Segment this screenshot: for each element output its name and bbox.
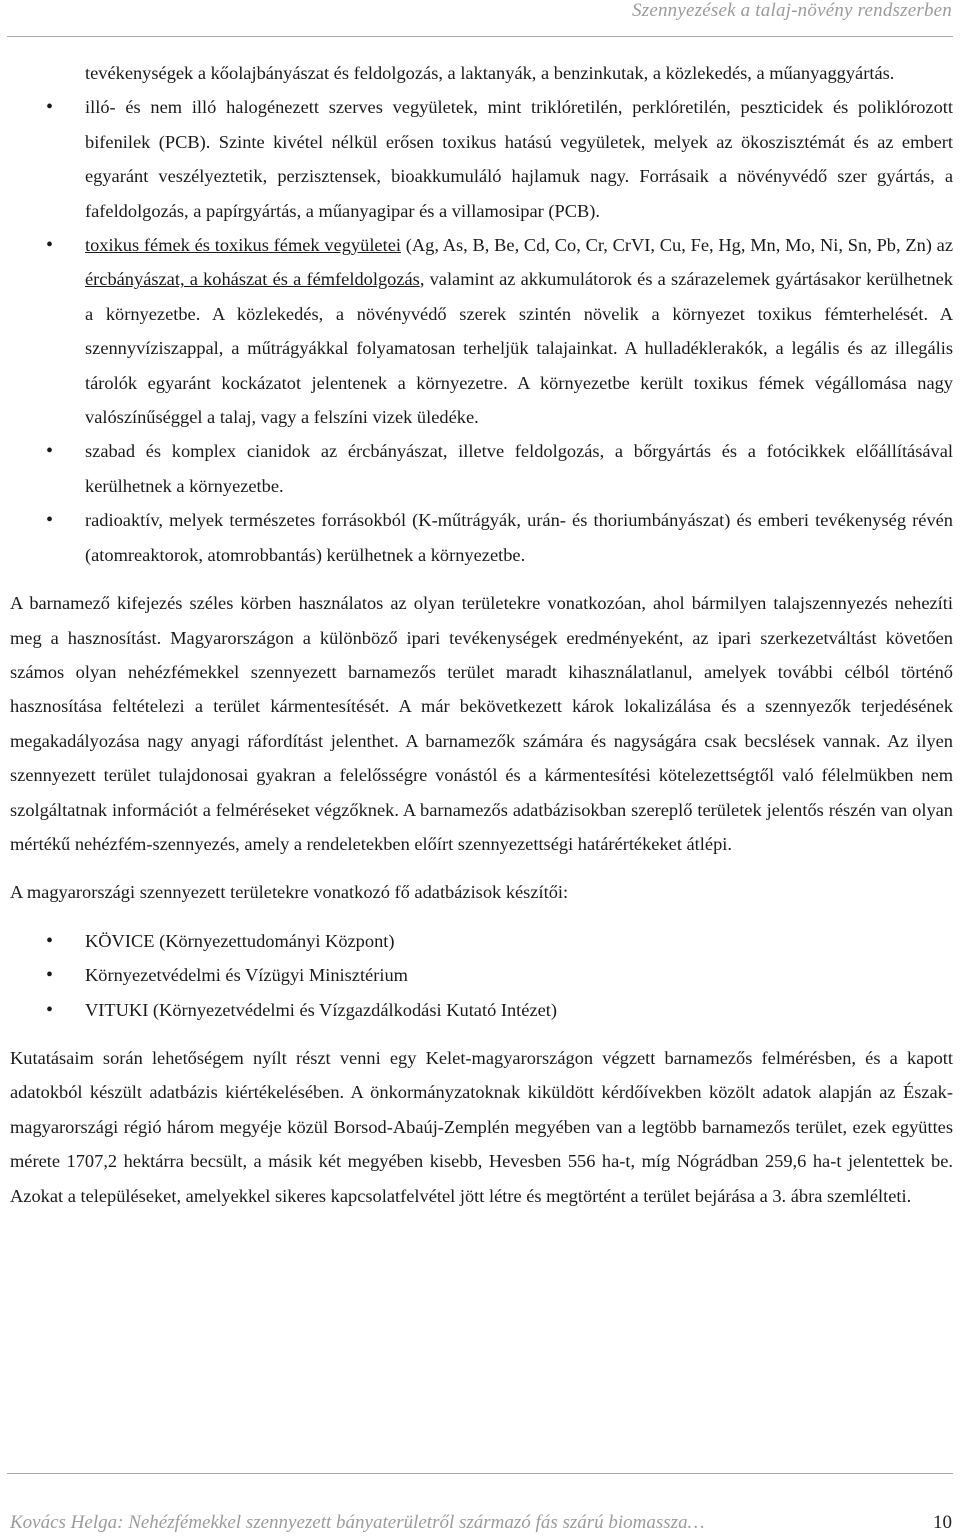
running-header: Szennyezések a talaj-növény rendszerben [632, 0, 952, 21]
pollutant-list [10, 56, 953, 572]
list-item [10, 228, 953, 434]
list-item: • illó- és nem illó halogénezett szerves vegyületek, mint triklóretilén, perklóretilén, peszticidek és poliklórozott bifenilek (PCB). Szinte kivétel nélkül erősen toxikus hatású vegyületek, melyek az ökoszisztémát és az embert egyaránt veszélyeztetik, perzisztensek, bioakkumuláló hajlamuk nagy. Forrásaik a növényvédő szer gyártás, a fafeldolgozás, a papírgyártás, a műanyagipar és a villamosipar (PCB). [10, 90, 953, 228]
underlined-term: toxikus fémek és toxikus fémek vegyületei [85, 235, 401, 256]
list-item-text: , valamint az akkumulátorok és a szárazelemek gyártásakor kerülhetnek a környezetbe. A közlekedés, a növényvédő szerek szintén növelik a környezet toxikus fémterhelését. A szennyvíziszappal, a műtrágyákkal folyamatosan terheljük talajainkat. A hulladéklerakók, a legális és az illegális tárolók egyaránt kockázatot jelentenek a környezetre. A környezetbe került toxikus fémek végállomása nagy valószínűséggel a talaj, vagy a felszíni vizek üledéke. [85, 269, 953, 428]
list-item: • Környezetvédelmi és Vízügyi Minisztérium [10, 958, 953, 992]
page-number: 10 [933, 1512, 952, 1533]
underlined-term: ércbányászat, a kohászat és a fémfeldolgozás [85, 269, 420, 290]
list-item: • KÖVICE (Környezettudományi Központ) [10, 924, 953, 958]
list-item: • radioaktív, melyek természetes forrásokból (K-műtrágyák, urán- és thoriumbányászat) és emberi tevékenység révén (atomreaktorok, atomrobbantás) kerülhetnek a környezetbe. [10, 503, 953, 572]
paragraph-research: Kutatásaim során lehetőségem nyílt részt venni egy Kelet-magyarországon végzett barnamezős felmérésben, és a kapott adatokból készült adatbázis kiértékelésében. A önkormányzatoknak kiküldött kérdőívekben közölt adatok alapján az Észak-magyarországi régió három megyéje közül Borsod-Abaúj-Zemplén megyében van a legtöbb barnamezős terület, ezek együttes mérete 1707,2 hektárra becsült, a másik két megyében kisebb, Hevesben 556 ha-t, míg Nógrádban 259,6 ha-t jelentettek be. Azokat a településeket, amelyekkel sikeres kapcsolatfelvétel jött létre és megtörtént a terület bejárása a 3. ábra szemlélteti. [10, 1047, 953, 1206]
list-item: • szabad és komplex cianidok az ércbányászat, illetve feldolgozás, a bőrgyártás és a fotócikkek előállításával kerülhetnek a környezetbe. [10, 434, 953, 503]
running-footer: Kovács Helga: Nehézfémekkel szennyezett bányaterületről származó fás szárú biomassza… [10, 1512, 705, 1533]
list-item: tevékenységek a kőolajbányászat és feldolgozás, a laktanyák, a benzinkutak, a közlekedés, a műanyaggyártás. [85, 63, 895, 83]
paragraph-databases-intro: A magyarországi szennyezett területekre vonatkozó fő adatbázisok készítői: [10, 882, 569, 903]
database-list [10, 924, 953, 1027]
header-rule [7, 36, 953, 37]
list-item: • VITUKI (Környezetvédelmi és Vízgazdálkodási Kutató Intézet) [10, 993, 953, 1027]
paragraph-brownfield: A barnamező kifejezés széles körben használatos az olyan területekre vonatkozóan, ahol bármilyen talajszennyezés nehezíti meg a hasznosítást. Magyarországon a különböző ipari tevékenységek eredményeként, az ipari szerkezetváltást követően számos olyan nehézfémekkel szennyezett barnamezős terület maradt kihasználatlanul, amelyek további célból történő hasznosítása feltételezi a terület kármentesítését. A már bekövetkezett károk lokalizálása és a szennyezők terjedésének megakadályozása nagy anyagi ráfordítást jelenthet. A barnamezők számára és nagyságára csak becslések vannak. Az ilyen szennyezett terület tulajdonosai gyakran a felelősségre vonástól és a kármentesítési kötelezettségtől való félelmükben nem szolgáltatnak információt a felméréseket végzőknek. A barnamezős adatbázisokban szereplő területek jelentős részén van olyan mértékű nehézfém-szennyezés, amely a rendeletekben előírt szennyezettségi határértékeket átlépi. [10, 593, 953, 854]
footer-rule [7, 1473, 953, 1474]
list-item-text: (Ag, As, B, Be, Cd, Co, Cr, CrVI, Cu, Fe, Hg, Mn, Mo, Ni, Sn, Pb, Zn) az [400, 235, 954, 256]
page-content [10, 56, 953, 1213]
